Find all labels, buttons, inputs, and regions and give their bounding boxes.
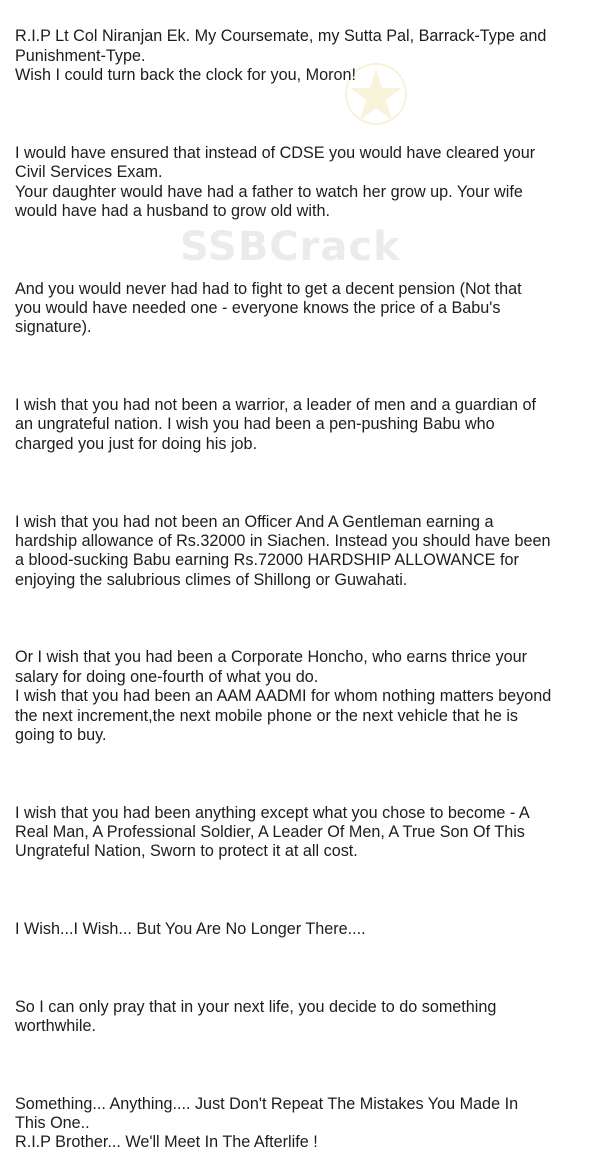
line: I wish that you had been anything except what you chose to become - A: [15, 803, 530, 822]
line: Ungrateful Nation, Sworn to protect it at all cost.: [15, 842, 358, 861]
paragraph-6: [15, 648, 597, 745]
paragraph-2: [15, 144, 597, 222]
line: worthwhile.: [15, 1017, 96, 1035]
line: an ungrateful nation. I wish you had been a pen-pushing Babu who: [15, 415, 495, 434]
line: would have had a husband to grow old with.: [15, 202, 330, 221]
line: signature).: [15, 318, 92, 337]
line: Wish I could turn back the clock for you, Moron!: [15, 66, 356, 85]
line: Real Man, A Professional Soldier, A Leader Of Men, A True Son Of This: [15, 822, 525, 841]
line: salary for doing one-fourth of what you do.: [15, 667, 319, 686]
watermark-text: SSBCrack: [180, 224, 401, 270]
paragraph-10: [15, 1095, 597, 1153]
line: the next increment,the next mobile phone or the next vehicle that he is: [15, 706, 519, 725]
paragraph-8: [15, 920, 597, 939]
line: This One..: [15, 1114, 90, 1133]
line: Civil Services Exam.: [15, 163, 163, 182]
line: hardship allowance of Rs.32000 in Siachen. Instead you should have been: [15, 531, 551, 550]
line: And you would never had had to fight to get a decent pension (Not that: [15, 279, 522, 298]
line: I wish that you had not been an Officer And A Gentleman earning a: [15, 512, 494, 531]
paragraph-5: [15, 513, 597, 591]
paragraph-3: [15, 280, 597, 338]
line: I wish that you had been an AAM AADMI for whom nothing matters beyond: [15, 687, 552, 706]
line: R.I.P Lt Col Niranjan Ek. My Coursemate, my Sutta Pal, Barrack-Type and: [15, 27, 547, 46]
line: Punishment-Type.: [15, 46, 146, 65]
line: I Wish...I Wish... But You Are No Longer There....: [15, 919, 366, 938]
line: Your daughter would have had a father to watch her grow up. Your wife: [15, 182, 523, 201]
line: you would have needed one - everyone knows the price of a Babu's: [15, 299, 501, 318]
line: Something... Anything.... Just Don't Repeat The Mistakes You Made In: [15, 1094, 519, 1113]
line: I wish that you had not been a warrior, a leader of men and a guardian of: [15, 396, 537, 415]
line: So I can only pray that in your next life, you decide to do something: [15, 997, 497, 1016]
paragraph-9: [15, 998, 597, 1037]
line: a blood-sucking Babu earning Rs.72000 HARDSHIP ALLOWANCE for: [15, 551, 519, 570]
paragraph-7: [15, 804, 597, 862]
post-body: [15, 8, 597, 1172]
line: going to buy.: [15, 725, 107, 744]
paragraph-4: [15, 396, 597, 454]
line: Or I wish that you had been a Corporate Honcho, who earns thrice your: [15, 648, 527, 667]
line: enjoying the salubrious climes of Shillong or Guwahati.: [15, 570, 408, 589]
paragraph-1: [15, 27, 597, 85]
line: I would have ensured that instead of CDSE you would have cleared your: [15, 143, 536, 162]
line: charged you just for doing his job.: [15, 434, 258, 453]
line: R.I.P Brother... We'll Meet In The Afterlife !: [15, 1133, 318, 1152]
